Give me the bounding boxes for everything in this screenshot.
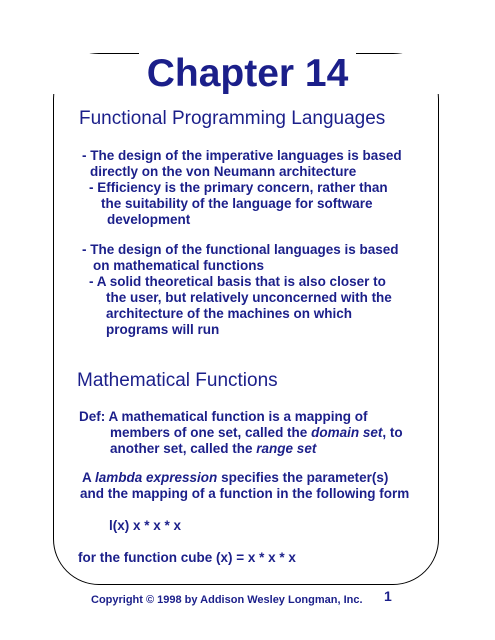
lambda-line: and the mapping of a function in the following form [80, 486, 410, 501]
lambda-line: A lambda expression specifies the parameter(s) [82, 470, 389, 485]
copyright-footer: Copyright © 1998 by Addison Wesley Longman, Inc. [91, 594, 363, 606]
text-line: - The design of the functional languages is based [82, 242, 399, 257]
text-line: the suitability of the language for software [101, 196, 373, 211]
def-line: another set, called the range set [110, 441, 317, 456]
page-title: Chapter 14 [0, 54, 495, 94]
text-line: directly on the von Neumann architecture [90, 164, 357, 179]
def-line: members of one set, called the domain set, to [110, 425, 403, 440]
text-line: development [107, 212, 191, 227]
section-heading-functional: Functional Programming Languages [79, 108, 386, 129]
text-line: on mathematical functions [93, 258, 265, 273]
section-heading-math: Mathematical Functions [77, 370, 278, 391]
text-line: programs will run [106, 322, 220, 337]
text-line: - A solid theoretical basis that is also closer to [89, 274, 386, 289]
def-line: Def: A mathematical function is a mapping of [79, 409, 368, 424]
lambda-expression: l(x) x * x * x [109, 518, 182, 533]
cube-function-line: for the function cube (x) = x * x * x [78, 550, 296, 565]
text-line: - The design of the imperative languages is based [82, 148, 402, 163]
text-line: the user, but relatively unconcerned with the [106, 290, 392, 305]
page-number: 1 [384, 588, 392, 604]
text-line: architecture of the machines on which [106, 306, 353, 321]
text-line: - Efficiency is the primary concern, rather than [89, 180, 388, 195]
